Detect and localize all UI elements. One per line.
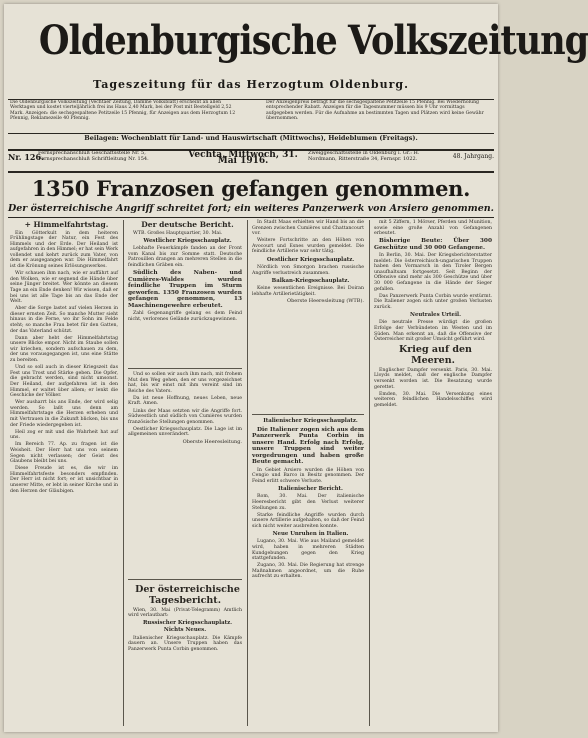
article-italian-front: [252, 418, 364, 726]
paragraph: Wien, 30. Mai (Privat-Telegramm) Amtlich wird verlautbart:: [128, 607, 242, 619]
article-title: + Himmelfahrtstag.: [24, 220, 109, 229]
highlight-paragraph: Die Italiener zogen sich aus dem Panzerwerk Punta Corbin in unsere Hand. Erfolg nach Erfolg, unsere Truppen sind weiter vorgedrungen und haben große Beute gemacht.: [252, 426, 364, 466]
signature: Oberste Heeresleitung.: [182, 438, 242, 445]
highlight-paragraph: Südlich des Naben- und Cumières-Waldes wurden feindliche Truppen im Sturm geworfen. 1350 Franzosen wurden gefangen genommen, 13 Maschinengewehre erbeutet.: [128, 269, 242, 309]
paragraph: Emden, 30. Mai. Die Versenkung eines weiteren feindlichen Handelsschiffes wird gemeldet.: [374, 391, 492, 408]
paragraph: Aber die Sorge lastet auf vielen Herzen in dieser ernsten Zeit. So manche Mutter sieht hinaus in die Ferne, wo ihr Sohn im Felde steht; so manche Frau betet für den Gatten, der das Vaterland schützt.: [10, 306, 118, 334]
divider: [8, 217, 494, 218]
article-continuation: [128, 372, 242, 572]
subscription-info: Die Oldenburgische Volkszeitung (Vechtaer Zeitung, Damme Volksblatt) erscheint an allen Werktagen und kostet vierteljährlich frei ins Haus 2,40 Mark, bei der Post mit Bestellgeld 2,52 Mark. Anzeigen: die sechsgespaltene Petitzeile 15 Pfennig, für Anzeigen aus dem Herzogtum 12 Pfennig, Reklamezeile 40 Pfennig.: [10, 100, 236, 121]
paragraph: Und so sollen wir auch ihm nach, mit frohem Mut den Weg gehen, den er uns vorgezeichnet hat, bis wir einst mit ihm vereint sind im Reiche des Vaters.: [128, 372, 242, 394]
advertising-info: Der Anzeigenpreis beträgt für die sechsgespaltene Petitzeile 15 Pfennig. Bei Wiederholung entsprechender Rabatt. Anzeigen für die Tagesnummer müssen bis 9 Uhr vormittags aufgegeben werden. Für die Aufnahme an bestimmten Tagen und Plätzen wird keine Gewähr übernommen.: [266, 100, 484, 121]
paragraph: Italienischer Kriegsschauplatz. Die Kämpfe dauern an. Unsere Truppen haben das Panzerwerk Punta Corbin genommen.: [128, 635, 242, 652]
section-title: Russischer Kriegsschauplatz. Nichts Neues.: [142, 620, 233, 634]
divider: [8, 171, 494, 173]
paragraph: mit 5 Ziffern, 1 Mörser, Pferden und Munition, sowie eine große Anzahl von Gefangenen erbeutet.: [374, 220, 492, 237]
article-title: Der deutsche Bericht.: [141, 220, 234, 229]
paragraph: Das Panzerwerk Punta Corbin wurde erstürmt. Die Italiener zogen sich unter großen Verlusten zurück.: [374, 293, 492, 310]
paragraph: Und so soll auch in dieser Kriegszeit das Fest uns Trost und Stärke geben. Die Opfer, die gebracht werden, sind nicht umsonst. Der Heiland, der aufgefahren ist in den Himmel, er waltet über allem; er lenkt die Geschicke der Völker.: [10, 365, 118, 399]
column-divider: [247, 220, 248, 726]
section-title: Neutrales Urteil.: [410, 311, 461, 318]
phone-info: Fernsprechanschluß Geschäftsstelle Nr. 5, Fernsprechanschluß Schriftleitung Nr. 154.: [38, 150, 149, 162]
section-title: Italienischer Kriegsschauplatz.: [263, 418, 358, 424]
article-title: Der österreichische Tagesbericht.: [135, 584, 240, 606]
paragraph: Zahl Gegenangriffe gelang es dem Feind nicht, verlorenes Gelände zurückzugewinnen.: [128, 311, 242, 322]
section-title: Oestlicher Kriegsschauplatz.: [266, 256, 355, 263]
section-title: Neue Unruhen in Italien.: [272, 530, 349, 537]
signature: Oberste Heeresleitung (WTB).: [286, 297, 364, 304]
paragraph: Starke feindliche Angriffe wurden durch unsere Artillerie aufgehalten, so daß der Feind sich nicht weiter ausbreiten konnte.: [252, 512, 364, 529]
paragraph: Links der Maas setzten wir die Angriffe fort. Südwestlich und südlich von Cumières wurden französische Stellungen genommen.: [128, 408, 242, 425]
paragraph: Die neutrale Presse würdigt die großen Erfolge der Verbündeten im Westen und im Süden. Man erkennt an, daß die Offensive der Österreicher mit großer Umsicht geführt wird.: [374, 320, 492, 343]
article-german-report: [128, 220, 242, 366]
section-divider: [252, 414, 364, 415]
branch-office: Zweiggeschäftsstelle in Oldenburg i. Gr.: H. Nordmann, Ritterstraße 34, Fernspr. 1022.: [308, 150, 420, 162]
sub-headline: Der österreichische Angriff schreitet fort; ein weiteres Panzerwerk von Arsiero genommen.: [8, 203, 494, 214]
paragraph: Im Bereich 77. Ap. zu fragen ist die Weisheit. Der Herr hat uns von seinem Segen nicht verlassen; der Geist des Glaubens bleibt bei uns.: [10, 442, 118, 465]
article-title: Krieg auf den Meeren.: [399, 344, 472, 367]
paragraph: Englischer Dampfer versenkt. Paris, 30. Mai. Lloyds meldet, daß der englische Dampfer versenkt worden ist. Die Besatzung wurde gerettet.: [374, 367, 492, 390]
issue-number: Nr. 126.: [8, 152, 44, 162]
paragraph: Oestlicher Kriegsschauplatz. Die Lage ist im allgemeinen unverändert.: [128, 426, 242, 438]
paragraph: Diese Freude ist es, die wir im Himmelfahrtsfeste besonders empfinden. Der Herr ist nicht fort; er ist unsichtbar in unserer Mitte, er lebt in seiner Kirche und in den Herzen der Gläubigen.: [10, 466, 118, 494]
section-divider: [128, 579, 242, 580]
article-austrian-offensive: [374, 220, 492, 726]
section-title: Italienischer Bericht.: [278, 485, 343, 492]
paragraph: Keine wesentlichen Ereignisse. Bei Doiran lebhafte Artillerietätigkeit.: [252, 286, 364, 297]
paragraph: Ein Götterkult in dem heiteren Frühlingstage der Natur, ein Fest des Himmels und der Erde. Der Heiland ist aufgefahren in den Himmel; er hat sein Werk vollendet und kehrt zurück zum Vater, von dem er ausgegangen war. Die Himmelfahrt ist die Krönung seines Erlösungswerkes.: [10, 230, 118, 270]
paragraph: WTB. Großes Hauptquartier, 30. Mai.: [133, 230, 223, 236]
paragraph: Heil zog er mit und die Wahrheit hat auf uns.: [10, 429, 118, 441]
article-austrian-report: [128, 584, 242, 726]
paragraph: Weitere Fortschritte an den Höhen von Avocourt und Esnes wurden gemeldet. Die feindliche Artillerie war sehr tätig.: [252, 238, 364, 255]
issue-date: Vechta, Mittwoch, 31. Mai 1916.: [188, 150, 298, 166]
paragraph: In Stadt Maas erhielten wir Hand bis an die Grenzen zwischen Cumières und Chattancourt vor.: [252, 220, 364, 237]
section-divider: [128, 368, 242, 369]
paragraph: Zugano, 30. Mai. Die Regierung hat strenge Maßnahmen angeordnet, um die Ruhe aufrecht zu erhalten.: [252, 563, 364, 580]
highlight-paragraph: Bisherige Beute: Über 300 Geschütze und 30 000 Gefangene.: [374, 238, 492, 251]
dateline: [8, 148, 494, 170]
paragraph: In Berlin, 30. Mai. Der Kriegsberichterstatter meldet: Die österreichisch-ungarischen Truppen haben den Vormarsch in den Tiroler Bergen unaufhaltsam fortgesetzt. Seit Beginn der Offensive sind mehr als 300 Geschütze und über 30 000 Gefangene in die Hände der Sieger gefallen.: [374, 252, 492, 292]
paragraph: Da ist neue Hoffnung, neues Leben, neue Kraft. Amen.: [128, 395, 242, 407]
article-himmelfahrt: [10, 220, 118, 726]
main-headline: 1350 Franzosen gefangen genommen.: [31, 176, 471, 201]
newspaper-page: [4, 4, 588, 732]
section-title: Westlicher Kriegsschauplatz.: [143, 237, 232, 244]
paragraph: Dann aber hebt der Himmelfahrtstag unsere Blicke empor. Nicht im Staube sollen wir kriechen, sondern aufschauen zu dem, der uns vorausgegangen ist, uns eine Stätte zu bereiten.: [10, 335, 118, 364]
article-maas: [252, 220, 364, 410]
paragraph: Rom, 30. Mai. Der italienische Heeresbericht gibt den Verlust weiterer Stellungen zu.: [252, 494, 364, 511]
volume-year: 48. Jahrgang.: [452, 153, 494, 160]
paragraph: Lebhafte Feuerkämpfe fanden an der Front vom Kanal bis zur Somme statt. Deutsche Patrouillen drangen an mehreren Stellen in die feindlichen Gräben ein.: [128, 246, 242, 268]
paragraph: Wer ausharrt bis ans Ende, der wird selig werden. So laßt uns denn am Himmelfahrtstage die Herzen erheben und mit Vertrauen in die Zukunft blicken, bis uns der Friede wiedergegeben ist.: [10, 400, 118, 428]
paragraph: Wir schauen ihm nach, wie er auffährt auf den Wolken, wie er segnend die Hände über seine Jünger breitet. Wer könnte an diesem Tage an ein Ende denken! Wir wissen, daß er bei uns ist alle Tage bis an das Ende der Welt.: [10, 271, 118, 305]
masthead-title: Oldenburgische Volkszeitung: [38, 17, 588, 64]
column-divider: [369, 220, 370, 726]
paragraph: Lugano, 30. Mai. Wie aus Mailand gemeldet wird, haben in mehreren Städten Kundgebungen gegen den Krieg stattgefunden.: [252, 539, 364, 562]
supplements-line: Beilagen: Wochenblatt für Land- und Hauswirtschaft (Mittwochs), Heideblumen (Freitags).: [84, 134, 418, 142]
column-divider: [123, 220, 124, 726]
paragraph: Nördlich von Smorgon brachen russische Angriffe verlustreich zusammen.: [252, 265, 364, 276]
section-title: Balkan-Kriegsschauplatz.: [271, 277, 350, 284]
masthead-subtitle: Tageszeitung für das Herzogtum Oldenburg.: [93, 78, 409, 91]
paragraph: In Gebiet Arsiero wurden die Höhen von Cengio und Barco in Besitz genommen. Der Feind erlitt schwere Verluste.: [252, 467, 364, 484]
